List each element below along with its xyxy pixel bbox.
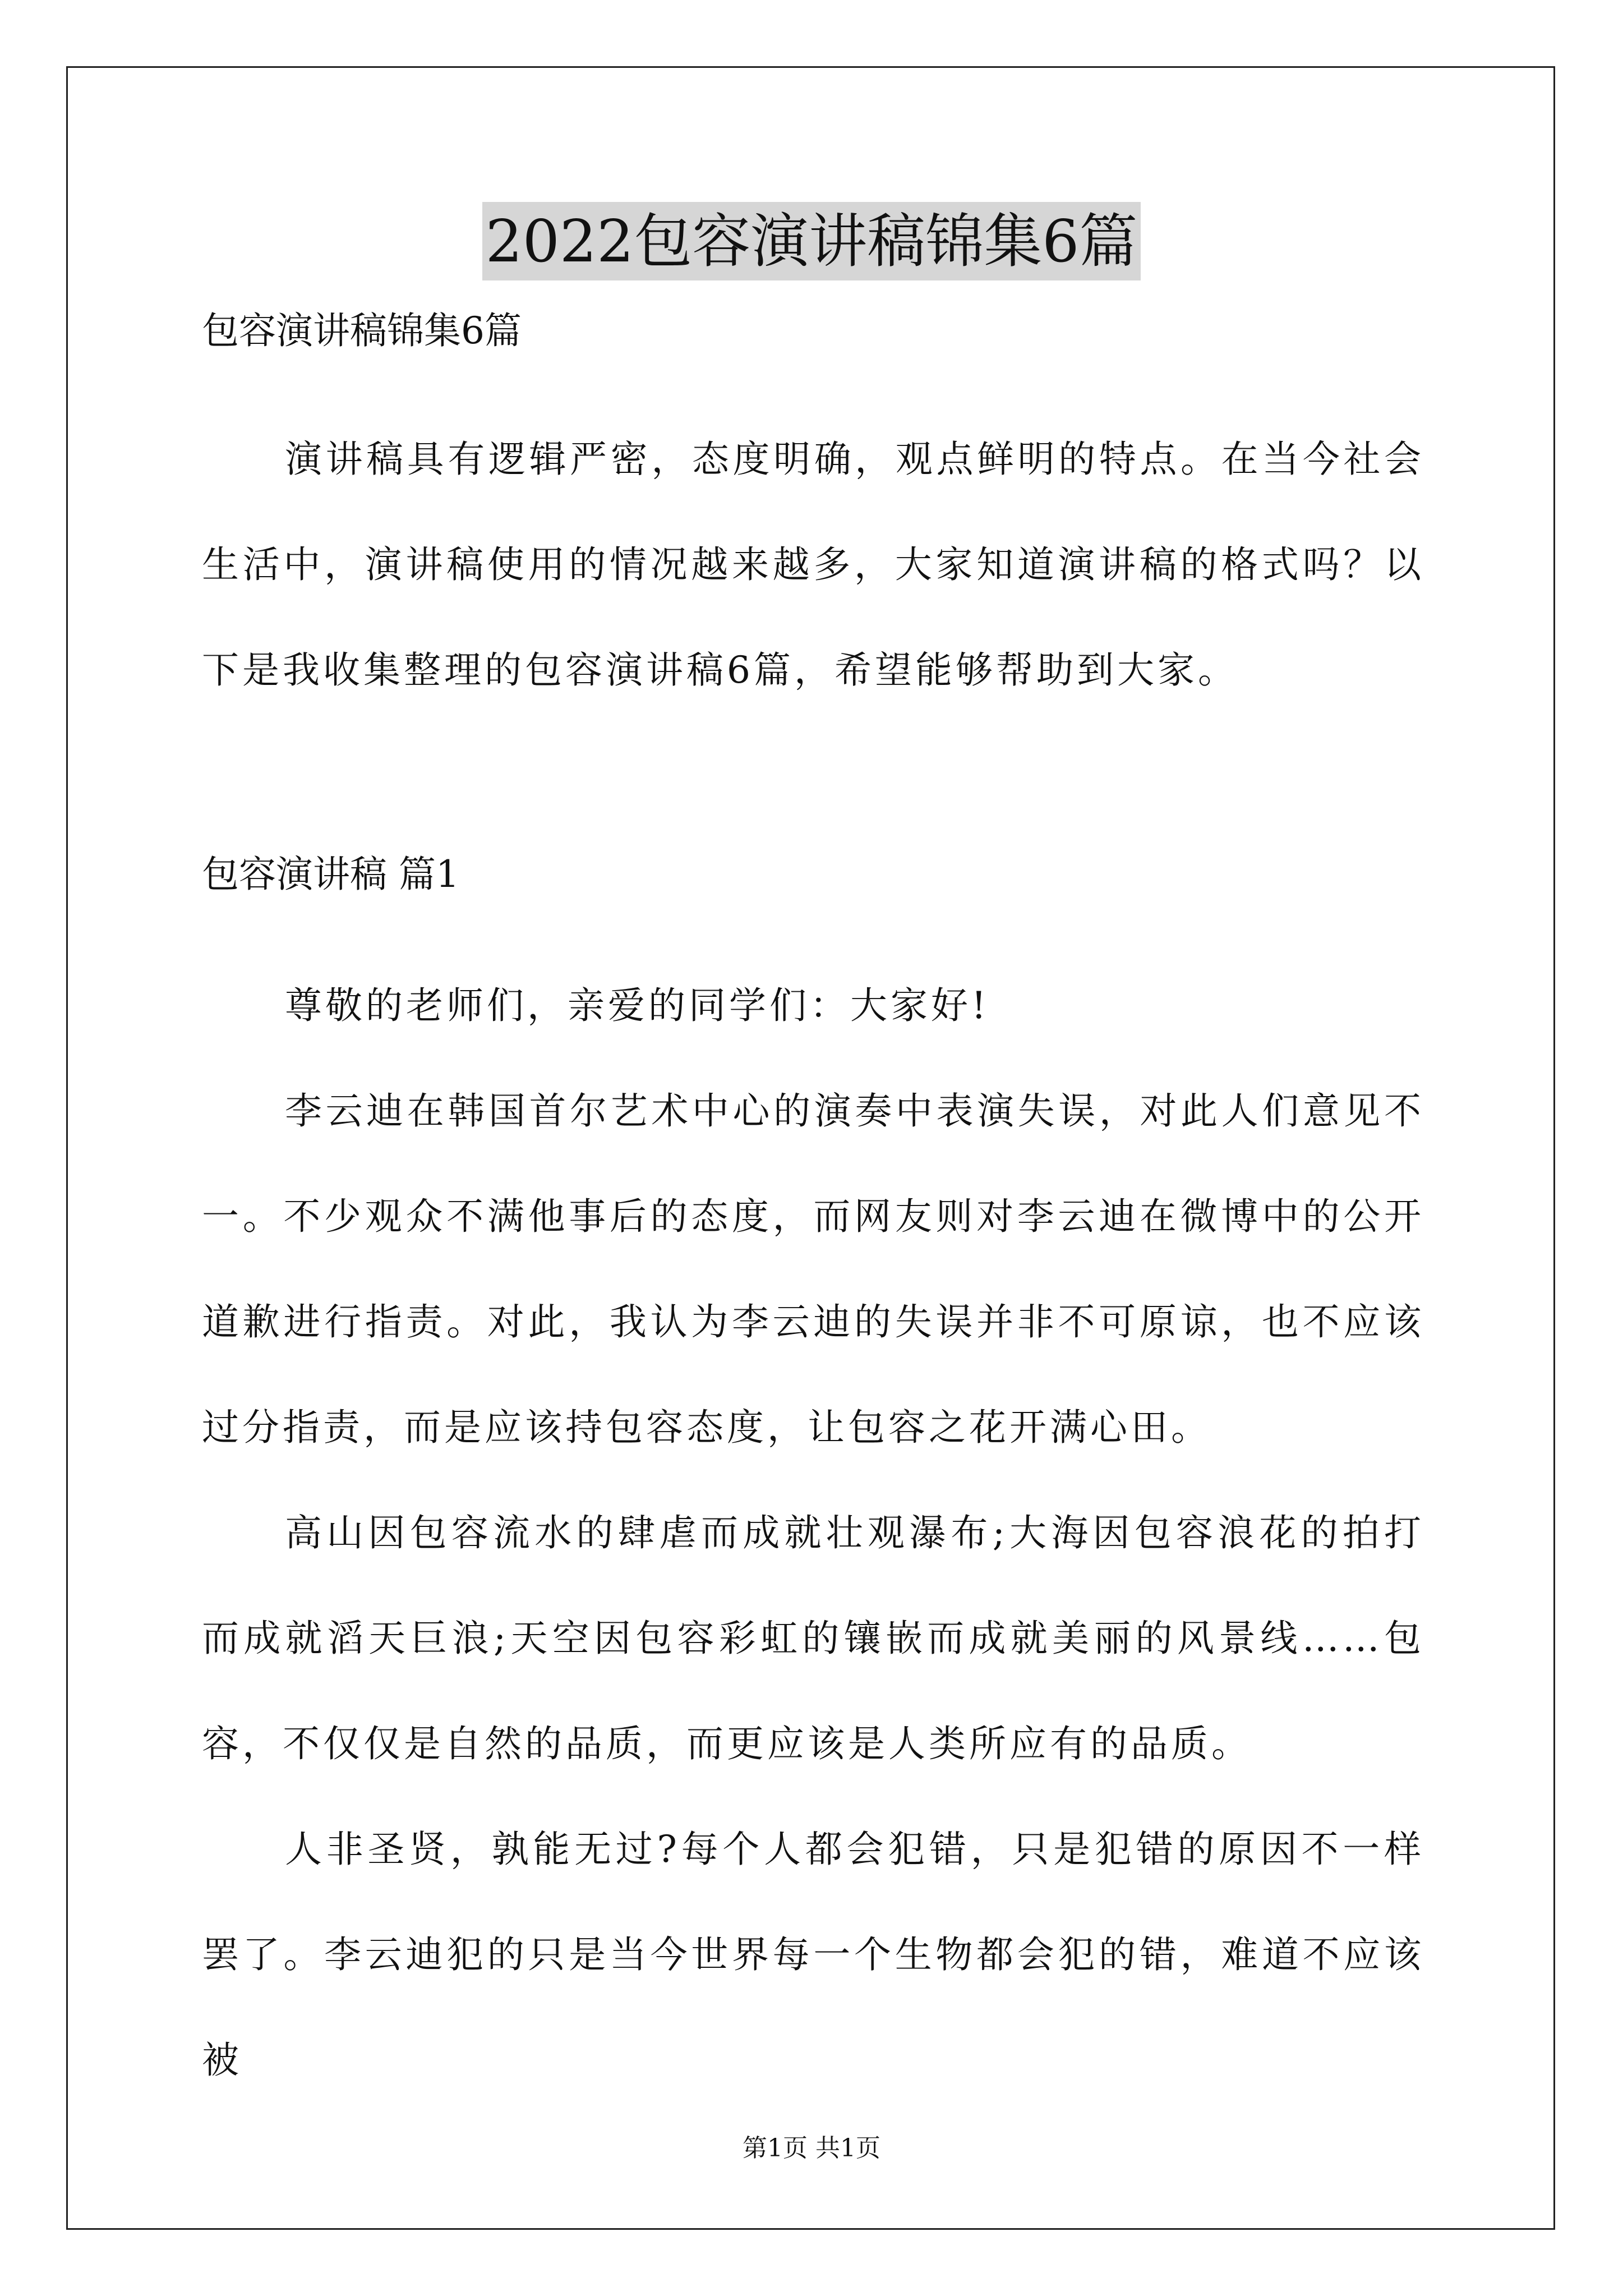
- intro-paragraph: 演讲稿具有逻辑严密，态度明确，观点鲜明的特点。在当今社会生活中，演讲稿使用的情况越来越多，大家知道演讲稿的格式吗？以下是我收集整理的包容演讲稿6篇，希望能够帮助到大家。: [202, 438, 1424, 692]
- body-paragraph: 人非圣贤，孰能无过?每个人都会犯错，只是犯错的原因不一样罢了。李云迪犯的只是当今世界每一个生物都会犯的错，难道不应该被: [202, 1828, 1424, 2082]
- body-paragraph: 李云迪在韩国首尔艺术中心的演奏中表演失误，对此人们意见不一。不少观众不满他事后的态度，而网友则对李云迪在微博中的公开道歉进行指责。对此，我认为李云迪的失误并非不可原谅，也不应该过分指责，而是应该持包容态度，让包容之花开满心田。: [202, 1089, 1424, 1449]
- document-subtitle: 包容演讲稿锦集6篇: [202, 309, 522, 352]
- section-heading: 包容演讲稿 篇1: [202, 853, 459, 896]
- document-title: 2022包容演讲稿锦集6篇: [482, 202, 1141, 280]
- page-footer: 第1页 共1页: [743, 2134, 880, 2162]
- body-paragraph: 高山因包容流水的肆虐而成就壮观瀑布;大海因包容浪花的拍打而成就滔天巨浪;天空因包容彩虹的镶嵌而成就美丽的风景线……包容，不仅仅是自然的品质，而更应该是人类所应有的品质。: [202, 1511, 1424, 1765]
- document-body: [202, 306, 1424, 2113]
- title-container: [0, 202, 1623, 280]
- greeting-paragraph: 尊敬的老师们，亲爱的同学们：大家好!: [285, 984, 990, 1027]
